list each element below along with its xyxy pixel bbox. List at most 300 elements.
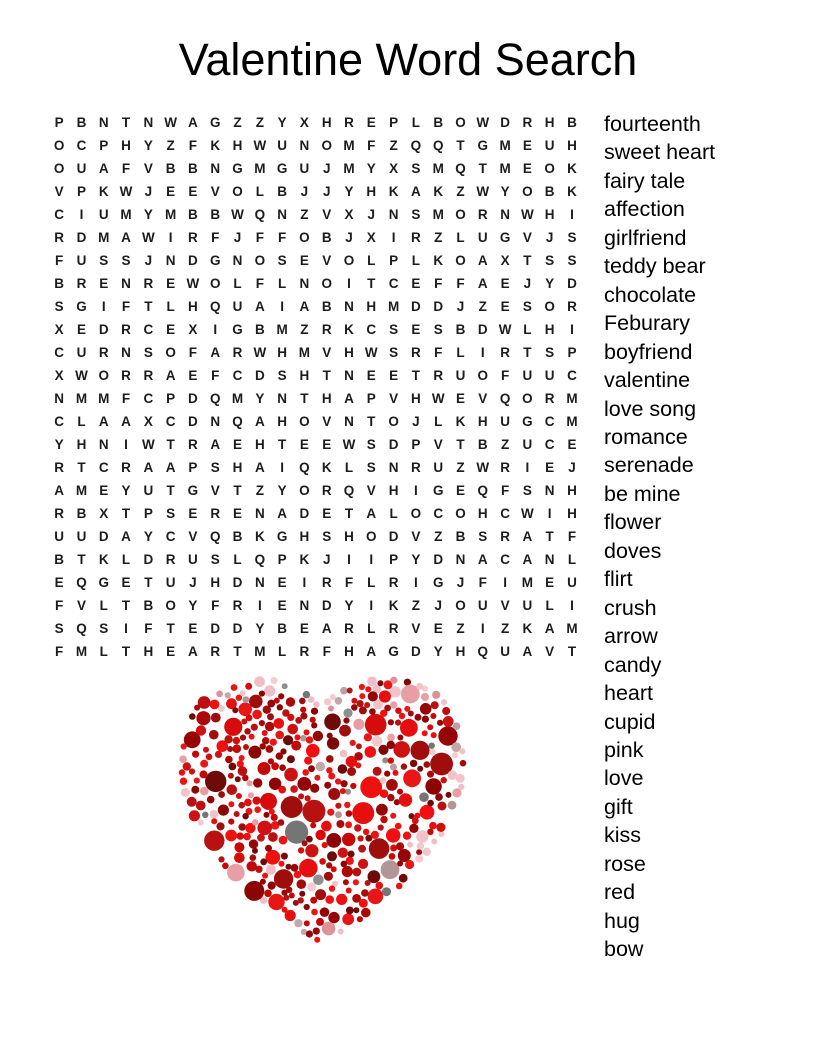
heart-dot <box>313 928 320 935</box>
heart-dot <box>300 735 306 741</box>
grid-letter: E <box>366 115 376 130</box>
grid-letter: O <box>388 414 399 429</box>
heart-dot <box>204 831 224 851</box>
grid-letter: R <box>188 437 198 452</box>
grid-letter: A <box>188 115 198 130</box>
heart-dot <box>329 885 335 891</box>
grid-letter: O <box>98 368 109 383</box>
heart-dot <box>233 744 242 753</box>
heart-dot <box>379 690 391 702</box>
grid-letter: B <box>188 161 198 176</box>
heart-dot <box>196 725 206 735</box>
grid-letter: P <box>411 437 421 452</box>
heart-dot <box>222 863 229 870</box>
grid-letter: D <box>98 322 109 337</box>
word-list-item: affection <box>604 197 685 222</box>
word-list-item: kiss <box>604 823 642 848</box>
grid-letter: H <box>299 529 310 544</box>
grid-letter: L <box>545 598 554 613</box>
heart-dot <box>247 780 253 786</box>
grid-letter: R <box>321 575 332 590</box>
grid-letter: K <box>567 161 577 176</box>
grid-letter: F <box>144 621 153 636</box>
grid-letter: D <box>210 621 221 636</box>
heart-dot <box>369 708 376 715</box>
heart-dot <box>336 894 347 905</box>
grid-letter: F <box>500 368 510 383</box>
heart-dot <box>281 796 303 818</box>
grid-letter: F <box>500 483 510 498</box>
grid-letter: E <box>567 437 577 452</box>
heart-dot <box>281 853 288 860</box>
heart-dot <box>263 706 271 714</box>
heart-dot <box>265 722 274 731</box>
heart-dot <box>354 752 363 761</box>
heart-dot <box>262 873 268 879</box>
heart-dot <box>234 852 245 863</box>
heart-dot <box>210 810 219 819</box>
grid-letter: I <box>302 575 307 590</box>
heart-dot <box>310 897 317 904</box>
heart-dot <box>365 686 371 692</box>
heart-dot <box>424 761 431 768</box>
heart-dot <box>218 705 225 712</box>
grid-letter: I <box>280 299 284 314</box>
grid-letter: F <box>344 575 354 590</box>
heart-dot <box>307 882 316 891</box>
grid-letter: Q <box>499 391 511 406</box>
heart-dot <box>404 706 410 712</box>
heart-dot <box>257 834 265 842</box>
grid-letter: P <box>99 138 109 153</box>
grid-letter: J <box>434 598 442 613</box>
grid-letter: R <box>344 115 354 130</box>
heart-dot <box>324 872 333 881</box>
grid-letter: T <box>456 138 465 153</box>
grid-letter: L <box>99 644 108 659</box>
grid-letter: V <box>322 345 332 360</box>
grid-letter: Q <box>410 138 422 153</box>
grid-letter: M <box>566 414 578 429</box>
grid-letter: O <box>455 506 466 521</box>
grid-letter: U <box>76 253 87 268</box>
heart-dot <box>304 904 310 910</box>
heart-dot <box>238 823 246 831</box>
heart-dot <box>381 860 400 879</box>
grid-letter: N <box>254 575 265 590</box>
grid-letter: O <box>410 506 422 521</box>
heart-dot <box>403 832 411 840</box>
heart-dot <box>417 766 423 772</box>
grid-letter: S <box>99 621 109 636</box>
heart-dot <box>386 779 398 791</box>
heart-dot <box>342 866 353 877</box>
grid-letter: M <box>254 161 266 176</box>
grid-letter: D <box>411 299 421 314</box>
heart-dots-illustration <box>172 664 472 960</box>
heart-dot <box>248 792 254 798</box>
grid-letter: L <box>411 115 421 130</box>
heart-dot <box>361 908 371 918</box>
grid-letter: A <box>98 414 109 429</box>
grid-letter: F <box>456 276 465 291</box>
heart-dot <box>266 865 276 875</box>
heart-dot <box>297 777 311 791</box>
heart-dot <box>287 714 294 721</box>
grid-letter: H <box>567 506 577 521</box>
heart-dot <box>251 724 258 731</box>
grid-letter: S <box>99 253 109 268</box>
grid-letter: V <box>500 598 510 613</box>
grid-letter: Z <box>456 621 465 636</box>
heart-dot <box>407 842 413 848</box>
word-list-item: pink <box>604 737 644 762</box>
heart-dot <box>343 718 349 724</box>
grid-letter: O <box>455 115 466 130</box>
grid-letter: O <box>455 598 466 613</box>
heart-dot <box>388 719 394 725</box>
heart-dot <box>229 763 237 771</box>
grid-letter: A <box>299 299 310 314</box>
heart-dot <box>416 683 423 690</box>
heart-dot <box>390 677 397 684</box>
grid-letter: R <box>121 460 131 475</box>
heart-dot <box>422 716 429 723</box>
heart-dot <box>376 804 388 816</box>
grid-letter: A <box>477 552 488 567</box>
heart-dot <box>228 819 234 825</box>
grid-letter: L <box>456 345 465 360</box>
grid-letter: O <box>366 529 377 544</box>
heart-dot <box>395 708 401 714</box>
grid-letter: V <box>322 253 332 268</box>
heart-dot <box>353 719 364 730</box>
grid-letter: J <box>456 299 465 314</box>
grid-letter: H <box>232 460 243 475</box>
grid-letter: F <box>567 529 577 544</box>
heart-dot <box>300 707 306 713</box>
grid-letter: L <box>121 552 131 567</box>
heart-dot <box>419 792 429 802</box>
heart-dot <box>412 817 419 824</box>
grid-letter: B <box>210 207 221 222</box>
heart-dot <box>215 751 222 758</box>
grid-letter: R <box>411 460 421 475</box>
grid-letter: M <box>432 161 444 176</box>
heart-dot <box>189 810 200 821</box>
grid-letter: H <box>277 414 287 429</box>
heart-dot <box>429 743 435 749</box>
grid-letter: T <box>567 644 577 659</box>
heart-dot <box>200 770 208 778</box>
grid-letter: U <box>522 368 533 383</box>
grid-letter: R <box>544 391 555 406</box>
heart-dot <box>415 855 423 863</box>
grid-letter: C <box>366 322 377 337</box>
heart-dot <box>347 688 353 694</box>
heart-dot <box>179 769 185 775</box>
grid-letter: I <box>480 621 485 636</box>
heart-dot <box>289 893 295 899</box>
grid-letter: Z <box>500 621 510 636</box>
grid-letter: O <box>165 345 176 360</box>
heart-dot <box>352 802 374 824</box>
grid-letter: C <box>232 368 243 383</box>
word-list-item: crush <box>604 595 657 620</box>
grid-letter: Q <box>232 414 243 429</box>
grid-letter: V <box>210 483 220 498</box>
heart-dot <box>320 907 330 917</box>
heart-dot <box>378 825 384 831</box>
grid-letter: L <box>166 299 175 314</box>
word-list-item: sweet heart <box>604 140 716 165</box>
grid-letter: R <box>210 644 221 659</box>
heart-dot <box>191 786 199 794</box>
grid-letter: P <box>143 506 153 521</box>
heart-dot <box>387 734 395 742</box>
grid-letter: M <box>432 207 444 222</box>
grid-letter: U <box>477 230 488 245</box>
grid-letter: T <box>545 529 554 544</box>
grid-letter: J <box>568 460 576 475</box>
grid-letter: E <box>411 322 421 337</box>
heart-dot <box>277 704 283 710</box>
grid-letter: H <box>210 575 221 590</box>
grid-letter: L <box>411 253 421 268</box>
grid-letter: R <box>567 299 577 314</box>
heart-dot <box>209 730 219 740</box>
grid-letter: V <box>188 529 198 544</box>
grid-letter: O <box>455 207 466 222</box>
grid-letter: W <box>521 207 534 222</box>
heart-dot <box>382 887 391 896</box>
heart-dot <box>238 703 252 717</box>
heart-dot <box>335 697 343 705</box>
heart-dot <box>335 803 341 809</box>
heart-dot <box>430 713 436 719</box>
heart-dot <box>359 684 365 690</box>
heart-dot <box>390 764 397 771</box>
grid-letter: B <box>54 276 65 291</box>
heart-dot <box>245 683 252 690</box>
grid-letter: N <box>210 161 221 176</box>
grid-letter: P <box>54 115 64 130</box>
grid-letter: A <box>522 529 533 544</box>
grid-letter: V <box>366 483 376 498</box>
heart-dot <box>328 788 340 800</box>
grid-letter: S <box>54 621 64 636</box>
grid-letter: T <box>77 552 86 567</box>
page-title: Valentine Word Search <box>178 34 638 85</box>
grid-letter: J <box>523 276 532 291</box>
heart-dot <box>302 840 308 846</box>
grid-letter: G <box>477 138 489 153</box>
grid-letter: T <box>121 115 131 130</box>
heart-dot <box>446 792 452 798</box>
grid-letter: H <box>477 506 488 521</box>
heart-dot <box>260 858 267 865</box>
heart-dot <box>359 693 365 699</box>
grid-letter: A <box>344 391 354 406</box>
grid-letter: Y <box>143 138 153 153</box>
grid-letter: R <box>411 230 421 245</box>
grid-letter: Y <box>255 621 265 636</box>
grid-letter: T <box>367 276 376 291</box>
grid-letter: O <box>165 598 176 613</box>
heart-dot <box>314 775 320 781</box>
grid-letter: U <box>165 575 176 590</box>
heart-dot <box>196 801 206 811</box>
heart-dot <box>331 866 337 872</box>
grid-letter: T <box>456 437 465 452</box>
grid-letter: M <box>298 345 311 360</box>
grid-letter: R <box>500 345 510 360</box>
grid-letter: S <box>389 322 399 337</box>
heart-dot <box>436 823 445 832</box>
heart-dot <box>306 736 313 743</box>
grid-letter: J <box>322 552 331 567</box>
grid-letter: A <box>411 184 421 199</box>
grid-letter: F <box>55 598 64 613</box>
grid-letter: S <box>277 253 287 268</box>
grid-letter: E <box>299 253 309 268</box>
grid-letter: E <box>277 575 287 590</box>
heart-dot <box>427 724 433 730</box>
heart-dot <box>326 833 341 848</box>
heart-dot <box>244 728 250 734</box>
heart-dot <box>283 895 289 901</box>
heart-dot <box>310 822 316 828</box>
grid-letter: E <box>166 322 176 337</box>
grid-letter: W <box>141 230 155 245</box>
grid-letter: Z <box>411 598 421 613</box>
grid-letter: D <box>143 552 154 567</box>
heart-dot <box>341 780 348 787</box>
grid-letter: L <box>523 322 532 337</box>
grid-letter: U <box>522 598 533 613</box>
heart-dot <box>401 763 407 769</box>
word-list-item: heart <box>604 681 654 706</box>
grid-letter: R <box>165 552 176 567</box>
word-list-item: rose <box>604 851 646 876</box>
heart-dot <box>257 821 272 836</box>
grid-letter: J <box>456 575 465 590</box>
grid-letter: O <box>343 253 355 268</box>
heart-dot <box>286 697 295 706</box>
heart-dot <box>350 783 356 789</box>
word-list-item: fairy tale <box>604 168 686 193</box>
heart-dot <box>352 868 361 877</box>
heart-dot <box>275 731 284 740</box>
grid-letter: S <box>210 460 220 475</box>
grid-letter: A <box>366 506 377 521</box>
grid-letter: H <box>411 391 421 406</box>
heart-dot <box>399 874 408 883</box>
grid-letter: W <box>521 506 534 521</box>
grid-letter: F <box>188 138 198 153</box>
grid-letter: X <box>54 368 64 383</box>
heart-dot <box>368 889 384 905</box>
grid-letter: M <box>566 391 578 406</box>
heart-dot <box>262 730 268 736</box>
grid-letter: M <box>165 207 177 222</box>
grid-letter: J <box>144 253 153 268</box>
grid-letter: U <box>544 368 555 383</box>
grid-letter: S <box>411 161 421 176</box>
grid-letter: W <box>141 437 155 452</box>
grid-letter: X <box>366 230 376 245</box>
grid-letter: P <box>389 253 399 268</box>
heart-dot <box>397 735 403 741</box>
grid-letter: L <box>255 184 264 199</box>
grid-letter: P <box>567 345 577 360</box>
heart-dot <box>448 770 458 780</box>
grid-letter: I <box>570 598 574 613</box>
grid-letter: Q <box>209 391 221 406</box>
grid-letter: A <box>165 368 176 383</box>
grid-letter: G <box>276 161 288 176</box>
grid-letter: V <box>322 207 332 222</box>
grid-letter: V <box>478 391 488 406</box>
grid-letter: J <box>545 230 554 245</box>
grid-letter: P <box>188 460 198 475</box>
grid-letter: B <box>321 299 332 314</box>
grid-letter: M <box>75 644 88 659</box>
grid-letter: Z <box>166 138 175 153</box>
grid-letter: A <box>254 414 265 429</box>
grid-letter: L <box>389 506 398 521</box>
grid-letter: E <box>188 621 198 636</box>
grid-letter: M <box>75 483 88 498</box>
grid-letter: U <box>188 552 198 567</box>
grid-letter: W <box>342 437 356 452</box>
heart-dot <box>192 751 199 758</box>
grid-letter: O <box>254 253 266 268</box>
grid-letter: B <box>188 207 198 222</box>
heart-dot <box>364 702 370 708</box>
grid-letter: O <box>321 138 332 153</box>
heart-dot <box>285 821 308 844</box>
grid-letter: E <box>54 575 64 590</box>
grid-letter: I <box>168 230 173 245</box>
grid-letter: E <box>166 184 176 199</box>
grid-letter: S <box>522 299 532 314</box>
heart-dot <box>369 838 390 859</box>
heart-dot <box>216 822 224 830</box>
heart-dot <box>243 744 249 750</box>
grid-letter: O <box>53 161 65 176</box>
grid-letter: M <box>254 644 266 659</box>
grid-letter: D <box>299 506 310 521</box>
grid-letter: U <box>299 161 310 176</box>
grid-letter: H <box>544 322 555 337</box>
grid-letter: R <box>299 644 310 659</box>
grid-letter: N <box>54 391 65 406</box>
grid-letter: T <box>277 437 287 452</box>
grid-letter: A <box>477 276 488 291</box>
grid-letter: C <box>143 391 154 406</box>
grid-letter: F <box>211 230 220 245</box>
grid-letter: U <box>567 575 577 590</box>
heart-dot <box>425 778 441 794</box>
heart-dot <box>228 773 234 779</box>
heart-dot <box>287 724 298 735</box>
grid-letter: Y <box>143 529 153 544</box>
grid-letter: H <box>344 529 354 544</box>
heart-dot <box>313 701 320 708</box>
heart-dot <box>252 710 262 720</box>
grid-letter: E <box>99 276 109 291</box>
